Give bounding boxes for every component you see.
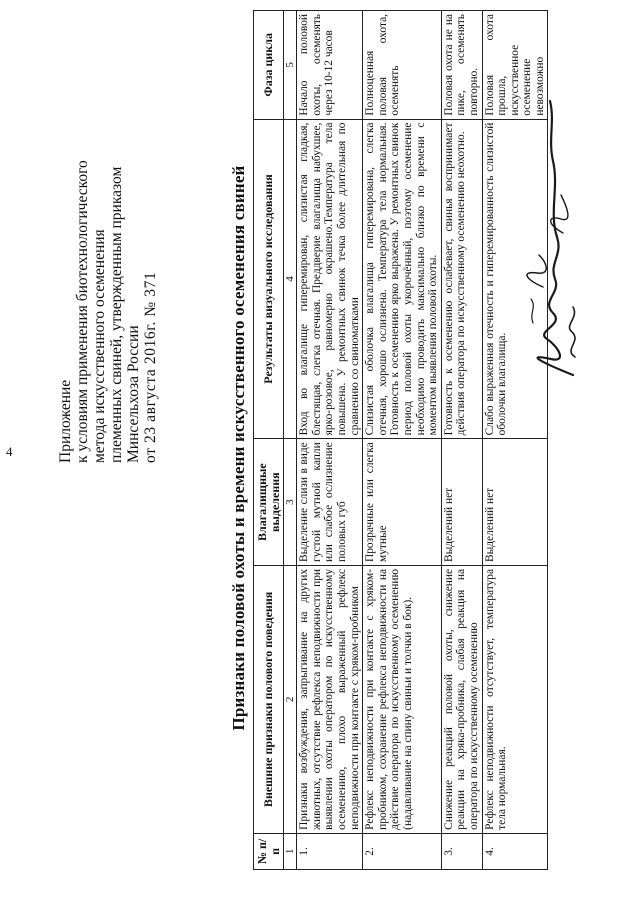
column-header-behavior: Внешние признаки полового поведения bbox=[254, 565, 284, 833]
visual-result-cell: Слизистая оболочка влагалища гиперемирована, слегка отечная, хорошо ослизнена. Температура тела нормальная. Готовность к осеменению ярко выражена. У ремонтных свинок период половой охоты укорочённый, поэтому осеменение необходимо проводить максимально близко по времени с моментом выявления половой охоты. bbox=[363, 119, 442, 439]
column-number: 1 bbox=[284, 833, 297, 869]
behavior-cell: Признаки возбуждения, запрыгивание на других животных, отсутствие рефлекса неподвижности при выявлении охоты оператором по искусственному осеменению, плохо выраженный рефлекс неподвижности при контакте с хряком-пробником bbox=[297, 565, 363, 833]
document-title: Признаки половой охоты и времени искусственного осеменения свиней bbox=[229, 165, 248, 731]
behavior-cell: Рефлекс неподвижности отсутствует, температура тела нормальная. bbox=[482, 565, 548, 833]
column-number: 3 bbox=[284, 439, 297, 566]
table-row bbox=[441, 11, 482, 870]
cycle-phase-cell: Половая охота не на пике, осеменять повторно. bbox=[441, 11, 482, 120]
table-row bbox=[363, 11, 442, 870]
table-row bbox=[297, 11, 363, 870]
appendix-order-date: от 23 августа 2016г. № 371 bbox=[142, 271, 159, 463]
appendix-line: Приложение bbox=[57, 379, 74, 463]
column-number: 2 bbox=[284, 565, 297, 833]
rotated-document-sheet bbox=[25, 8, 615, 888]
appendix-line: метода искусственного осеменения bbox=[91, 229, 108, 463]
discharge-cell: Выделений нет bbox=[441, 439, 482, 566]
column-header-visual: Результаты визуального исследования bbox=[254, 119, 284, 439]
appendix-line: Минсельхоза России bbox=[125, 325, 142, 463]
discharge-cell: Выделение слизи в виде густой мутной капли или слабое ослизнение половых губ bbox=[297, 439, 363, 566]
page-number: 4 bbox=[6, 444, 13, 459]
handwritten-signature bbox=[503, 93, 595, 383]
appendix-header bbox=[57, 23, 159, 463]
cycle-phase-cell: Половая охота прошла, искусственное осеменение невозможно bbox=[482, 11, 548, 120]
column-number-row bbox=[284, 11, 297, 870]
visual-result-cell: Готовность к осеменению ослабевает, свинья воспринимает действия оператора по искусственному осеменению неохотно. bbox=[441, 119, 482, 439]
row-number: 3. bbox=[441, 833, 482, 869]
appendix-line: племенных свиней, утвержденным приказом bbox=[108, 166, 125, 463]
column-number: 4 bbox=[284, 119, 297, 439]
cycle-phase-cell: Начало половой охоты, осеменять через 10-12 часов bbox=[297, 11, 363, 120]
table-header-row bbox=[254, 11, 284, 870]
column-header-phase: Фаза цикла bbox=[254, 11, 284, 120]
behavior-cell: Снижение реакций половой охоты, снижение реакции на хряка-пробника, слабая реакция на оператора по искусственному осеменению bbox=[441, 565, 482, 833]
cycle-phase-cell: Полноценная половая охота, осеменять bbox=[363, 11, 442, 120]
visual-result-cell: Вход во влагалище гиперемирован, слизистая гладкая, блестящая, слегка отечная. Преддверие влагалища набухшее, ярко-розовое, равномерно окрашено.Температура тела повышена. У ремонтных свинок течка более длительная по сравнению со свиноматками bbox=[297, 119, 363, 439]
row-number: 2. bbox=[363, 833, 442, 869]
column-header-discharge: Влагалищные выделения bbox=[254, 439, 284, 566]
column-header-number: № п/п bbox=[254, 833, 284, 869]
discharge-cell: Выделений нет bbox=[482, 439, 548, 566]
visual-result-cell: Слабо выраженная отечность и гиперемированность слизистой оболочки влагалища. bbox=[482, 119, 548, 439]
row-number: 4. bbox=[482, 833, 548, 869]
behavior-cell: Рефлекс неподвижности при контакте с хряком-пробником, сохранение рефлекса неподвижности на действие оператора по искусственному осеменению (надавливание на спину свиньи и толчки в бок). bbox=[363, 565, 442, 833]
row-number: 1. bbox=[297, 833, 363, 869]
appendix-line: к условиям применения биотехнологического bbox=[74, 160, 91, 463]
column-number: 5 bbox=[284, 11, 297, 120]
discharge-cell: Прозрачные или слегка мутные bbox=[363, 439, 442, 566]
